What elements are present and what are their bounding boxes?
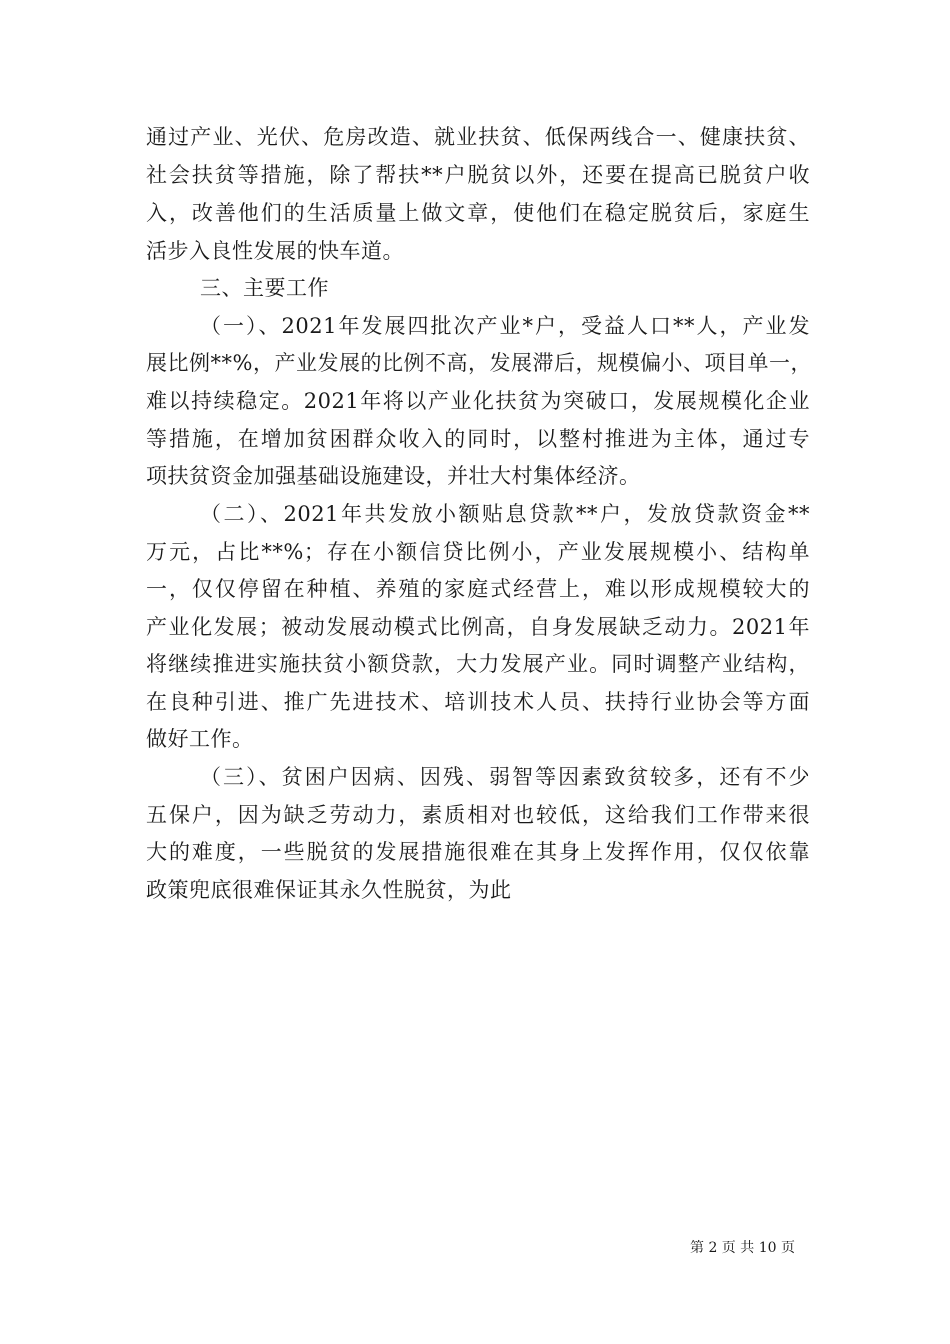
text-line: 五保户，因为缺乏劳动力，素质相对也较低，这给我们工作带来很 [146, 803, 810, 827]
text-line: 难以持续稳定。2021年将以产业化扶贫为突破口，发展规模化企业 [146, 389, 810, 413]
text-line: 入，改善他们的生活质量上做文章，使他们在稳定脱贫后，家庭生 [146, 201, 810, 225]
text-line: 产业化发展；被动发展动模式比例高，自身发展缺乏动力。2021年 [146, 615, 810, 639]
text-line: 万元，占比**%；存在小额信贷比例小，产业发展规模小、结构单 [146, 540, 810, 564]
paragraph-first-line: （二）、2021年共发放小额贴息贷款**户，发放贷款资金** [200, 502, 810, 526]
page-number-footer: 第 2 页 共 10 页 [690, 1240, 795, 1256]
text-line: 做好工作。 [146, 727, 254, 751]
text-line: 通过产业、光伏、危房改造、就业扶贫、低保两线合一、健康扶贫、 [146, 125, 810, 149]
text-line: 一，仅仅停留在种植、养殖的家庭式经营上，难以形成规模较大的 [146, 577, 810, 601]
paragraph-first-line: （一）、2021年发展四批次产业*户，受益人口**人，产业发 [200, 314, 810, 338]
text-line: 项扶贫资金加强基础设施建设，并壮大村集体经济。 [146, 464, 641, 488]
text-line: 等措施，在增加贫困群众收入的同时，以整村推进为主体，通过专 [146, 427, 810, 451]
text-line: 展比例**%，产业发展的比例不高，发展滞后，规模偏小、项目单一， [146, 351, 812, 375]
text-line: 在良种引进、推广先进技术、培训技术人员、扶持行业协会等方面 [146, 690, 810, 714]
text-line: 政策兜底很难保证其永久性脱贫，为此 [146, 878, 512, 902]
text-line: 将继续推进实施扶贫小额贷款，大力发展产业。同时调整产业结构， [146, 652, 810, 676]
section-heading: 三、主要工作 [200, 276, 329, 300]
paragraph-first-line: （三）、贫困户因病、因残、弱智等因素致贫较多，还有不少 [200, 765, 810, 789]
text-line: 活步入良性发展的快车道。 [146, 239, 404, 263]
text-line: 大的难度，一些脱贫的发展措施很难在其身上发挥作用，仅仅依靠 [146, 840, 810, 864]
text-line: 社会扶贫等措施，除了帮扶**户脱贫以外，还要在提高已脱贫户收 [146, 163, 810, 187]
